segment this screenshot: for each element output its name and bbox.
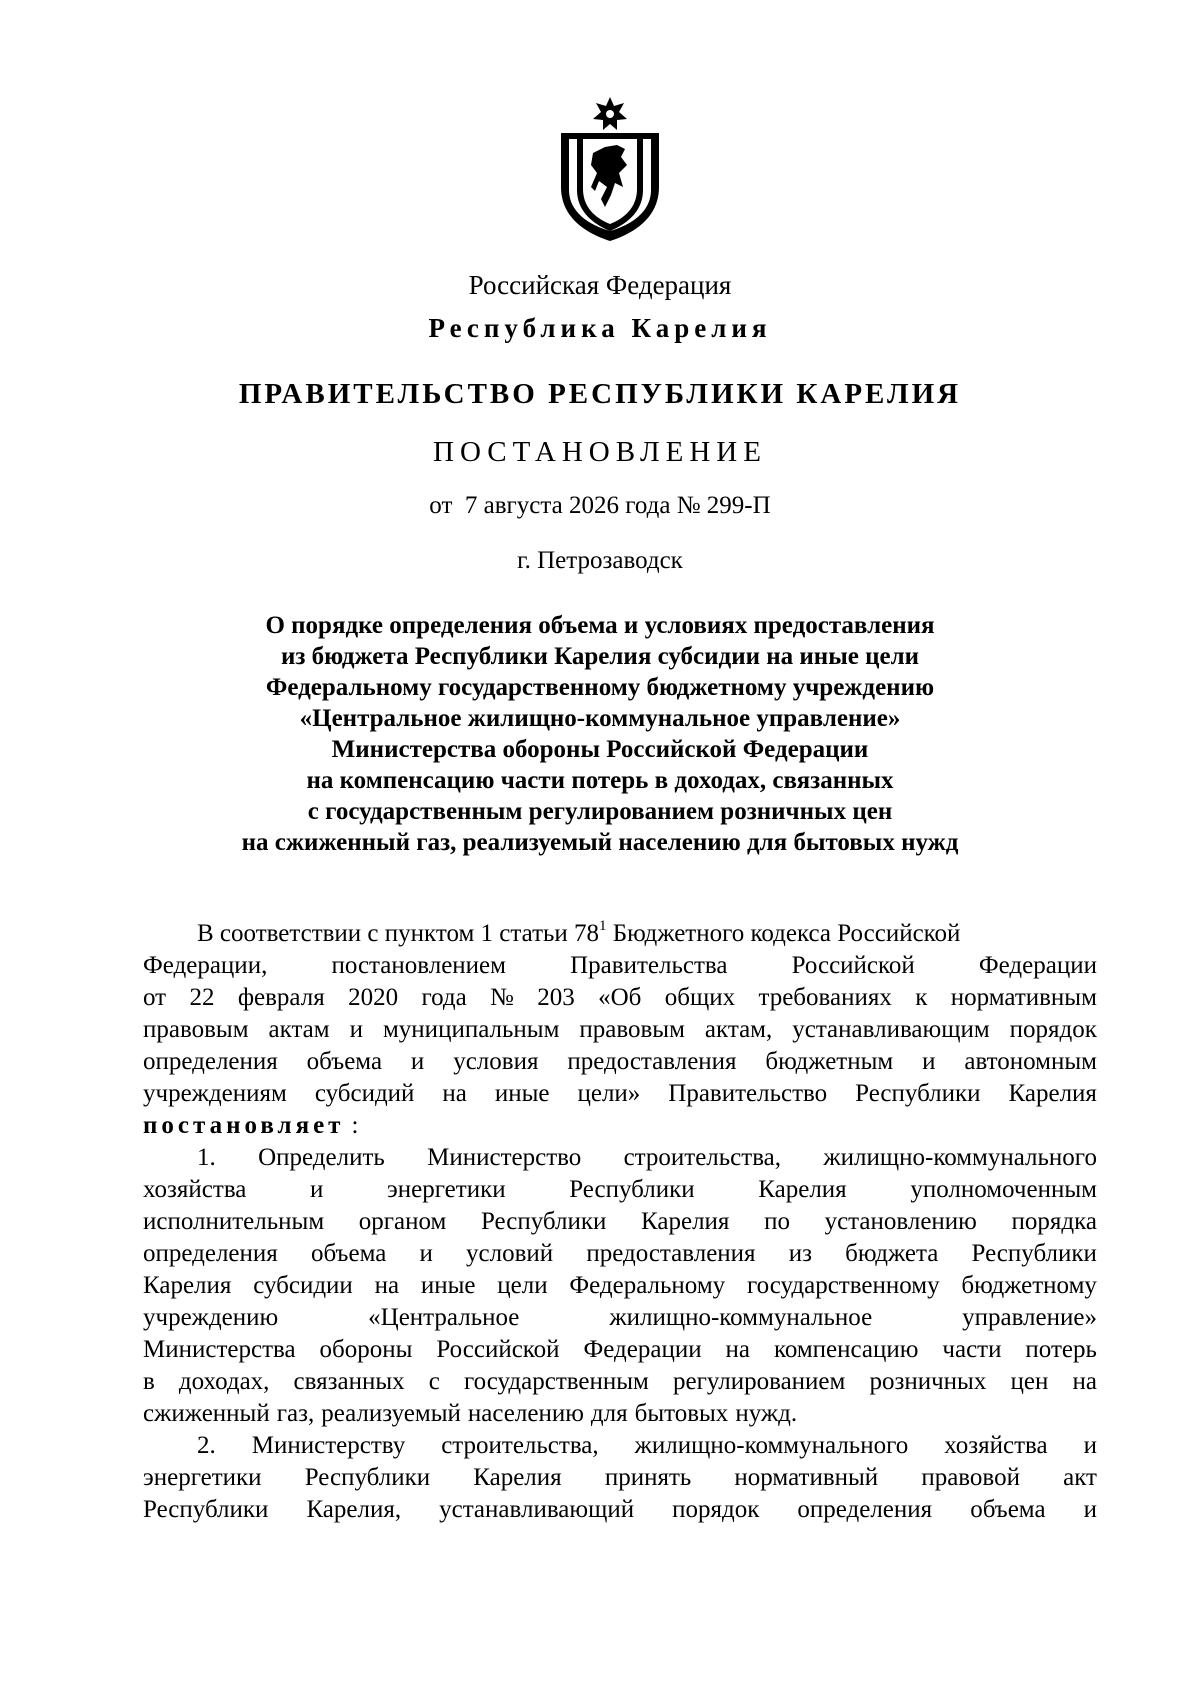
word: хозяйства <box>944 1432 1048 1459</box>
word: бюджета <box>845 1240 939 1267</box>
word: 2. <box>197 1432 216 1459</box>
word: порядок <box>1009 1016 1097 1043</box>
document-body <box>143 918 1097 1526</box>
word: объема <box>306 1048 383 1075</box>
word: Федерации <box>978 952 1097 979</box>
word: на <box>1072 1368 1097 1395</box>
word: условия <box>453 1048 539 1075</box>
word: от <box>143 984 167 1011</box>
word: Министерству <box>251 1432 406 1459</box>
word: общих <box>664 984 736 1011</box>
body-line <box>143 1014 1097 1046</box>
word: 1. <box>197 1144 216 1171</box>
word: Карелия <box>473 1464 562 1491</box>
body-line <box>143 1302 1097 1334</box>
word: доходах, <box>178 1368 270 1395</box>
word: определения <box>797 1496 933 1523</box>
body-line <box>143 950 1097 982</box>
body-line <box>143 1142 1097 1174</box>
word: Правительство <box>668 1080 828 1107</box>
word: предоставления <box>567 1048 737 1075</box>
body-text: Бюджетного кодекса Российской <box>606 920 961 947</box>
word: и <box>310 1176 324 1203</box>
word: для <box>590 1400 628 1427</box>
title-line: Министерства обороны Российской Федерации <box>331 736 869 763</box>
word: февраля <box>237 984 325 1011</box>
body-line <box>143 1366 1097 1398</box>
body-line <box>143 1270 1097 1302</box>
title-line: О порядке определения объема и условиях предоставления <box>265 612 935 639</box>
word: правовой <box>921 1464 1020 1491</box>
word: актам, <box>704 1016 773 1043</box>
word: и <box>419 1240 433 1267</box>
word: Федеральному <box>569 1272 726 1299</box>
word: бюджетному <box>961 1272 1097 1299</box>
word: определения <box>143 1240 278 1267</box>
word: иные <box>420 1272 476 1299</box>
word: порядка <box>1011 1208 1097 1235</box>
word: и <box>1083 1432 1097 1459</box>
word: акт <box>1063 1464 1097 1491</box>
word: на <box>442 1080 467 1107</box>
word: постановлением <box>331 952 506 979</box>
word: к <box>915 984 928 1011</box>
word: Республики <box>480 1208 607 1235</box>
title-line: из бюджета Республики Карелия субсидии на иные цели <box>280 643 920 670</box>
title-line: «Центральное жилищно-коммунальное управление» <box>299 705 901 732</box>
word: 2020 <box>348 984 399 1011</box>
body-line <box>143 982 1097 1014</box>
word: строительства, <box>623 1144 782 1171</box>
word: хозяйства <box>143 1176 247 1203</box>
word: на <box>374 1272 400 1299</box>
word: розничных <box>869 1368 987 1395</box>
word: субсидий <box>314 1080 415 1107</box>
word: обороны <box>319 1336 413 1363</box>
word: правовым <box>143 1016 249 1043</box>
word: 22 <box>189 984 215 1011</box>
document-city: г. Петрозаводск <box>517 547 683 574</box>
word: уполномоченным <box>910 1176 1097 1203</box>
word: цели <box>497 1272 548 1299</box>
word: Министерства <box>143 1336 296 1363</box>
word: Республики <box>143 1496 269 1523</box>
word: цели» <box>577 1080 641 1107</box>
republic-name: Республика Карелия <box>428 313 772 343</box>
word: Министерство <box>427 1144 582 1171</box>
coat-of-arms-icon <box>555 95 665 242</box>
title-line: на сжиженный газ, реализуемый населению для бытовых нужд <box>241 829 959 856</box>
word: связанных <box>293 1368 405 1395</box>
word: в <box>143 1368 155 1395</box>
word: управление» <box>962 1304 1097 1331</box>
word: определения <box>143 1048 278 1075</box>
word: на <box>725 1336 751 1363</box>
word: устанавливающий <box>439 1496 635 1523</box>
word: и <box>922 1048 936 1075</box>
word: Республики <box>971 1240 1097 1267</box>
body-text: В соответствии с пунктом 1 статьи 78 <box>197 920 600 947</box>
word: и <box>1083 1496 1097 1523</box>
word: учреждению <box>143 1304 279 1331</box>
body-line <box>143 1398 1097 1430</box>
word: компенсацию <box>773 1336 919 1363</box>
word: правовым <box>579 1016 685 1043</box>
body-line <box>143 1462 1097 1494</box>
word: Республики <box>855 1080 981 1107</box>
government-name: ПРАВИТЕЛЬСТВО РЕСПУБЛИКИ КАРЕЛИЯ <box>238 378 962 410</box>
word: предоставления <box>586 1240 756 1267</box>
body-line <box>143 1430 1097 1462</box>
word: принять <box>604 1464 692 1491</box>
body-line <box>143 1110 1097 1142</box>
country-name: Российская Федерация <box>468 270 732 300</box>
word: жилищно-коммунального <box>823 1144 1097 1171</box>
word: 203 <box>537 984 575 1011</box>
word: и <box>410 1048 425 1075</box>
word: автономным <box>964 1048 1097 1075</box>
word: части <box>942 1336 1002 1363</box>
word: Карелия <box>758 1176 847 1203</box>
word: Республики <box>569 1176 695 1203</box>
word: объема <box>310 1240 387 1267</box>
word: энергетики <box>143 1464 262 1491</box>
word: бюджетным <box>765 1048 894 1075</box>
word: муниципальным <box>382 1016 560 1043</box>
word: с <box>428 1368 440 1395</box>
word: нормативным <box>950 984 1097 1011</box>
word: энергетики <box>387 1176 506 1203</box>
body-line <box>143 1494 1097 1526</box>
body-line <box>143 1238 1097 1270</box>
word: органом <box>358 1208 447 1235</box>
word: «Центральное <box>368 1304 520 1331</box>
superscript: 1 <box>599 917 607 934</box>
document-title <box>0 610 1200 858</box>
body-line <box>143 918 1097 950</box>
word: и <box>349 1016 363 1043</box>
word: объема <box>970 1496 1046 1523</box>
word: жилищно-коммунальное <box>609 1304 873 1331</box>
word: цен <box>1010 1368 1049 1395</box>
document-date-number: от 7 августа 2026 года № 299-П <box>429 492 771 519</box>
word: Федерации <box>583 1336 702 1363</box>
word: реализуемый <box>321 1400 461 1427</box>
decree-colon: : <box>351 1112 359 1139</box>
body-line <box>143 1334 1097 1366</box>
word: сжиженный <box>143 1400 270 1427</box>
word: актам <box>268 1016 330 1043</box>
word: требованиях <box>758 984 892 1011</box>
word: регулированием <box>673 1368 846 1395</box>
word: Федерации, <box>143 952 268 979</box>
word: Республики <box>304 1464 431 1491</box>
word: по <box>764 1208 790 1235</box>
word: из <box>788 1240 812 1267</box>
body-line <box>143 1206 1097 1238</box>
word: Правительства <box>570 952 728 979</box>
word: государственным <box>463 1368 649 1395</box>
word: Карелия, <box>306 1496 402 1523</box>
word: Российской <box>791 952 915 979</box>
word: нужд. <box>735 1400 798 1427</box>
word: Карелия <box>143 1272 232 1299</box>
word: нормативный <box>734 1464 879 1491</box>
body-line <box>143 1046 1097 1078</box>
word: жилищно-коммунального <box>634 1432 909 1459</box>
word: иные <box>494 1080 550 1107</box>
title-line: на компенсацию части потерь в доходах, связанных <box>306 767 894 794</box>
word: устанавливающим <box>792 1016 990 1043</box>
title-line: Федеральному государственному бюджетному учреждению <box>265 674 935 701</box>
decree-word: постановляет <box>143 1112 345 1139</box>
word: потерь <box>1025 1336 1097 1363</box>
word: Карелия <box>1008 1080 1097 1107</box>
word: Карелия <box>641 1208 730 1235</box>
body-line <box>143 1174 1097 1206</box>
title-line: с государственным регулированием розничных цен <box>307 798 893 825</box>
word: исполнительным <box>143 1208 325 1235</box>
word: года <box>421 984 467 1011</box>
word: № <box>490 984 514 1011</box>
word: «Об <box>598 984 642 1011</box>
word: Определить <box>258 1144 385 1171</box>
word: Российской <box>436 1336 560 1363</box>
word: учреждениям <box>143 1080 287 1107</box>
word: порядок <box>672 1496 760 1523</box>
word: установлению <box>824 1208 977 1235</box>
word: газ, <box>276 1400 315 1427</box>
document-type: ПОСТАНОВЛЕНИЕ <box>433 436 767 468</box>
word: условий <box>466 1240 554 1267</box>
body-line <box>143 1078 1097 1110</box>
word: бытовых <box>634 1400 729 1427</box>
word: строительства, <box>441 1432 599 1459</box>
word: населению <box>467 1400 584 1427</box>
word: государственному <box>746 1272 940 1299</box>
word: субсидии <box>253 1272 353 1299</box>
